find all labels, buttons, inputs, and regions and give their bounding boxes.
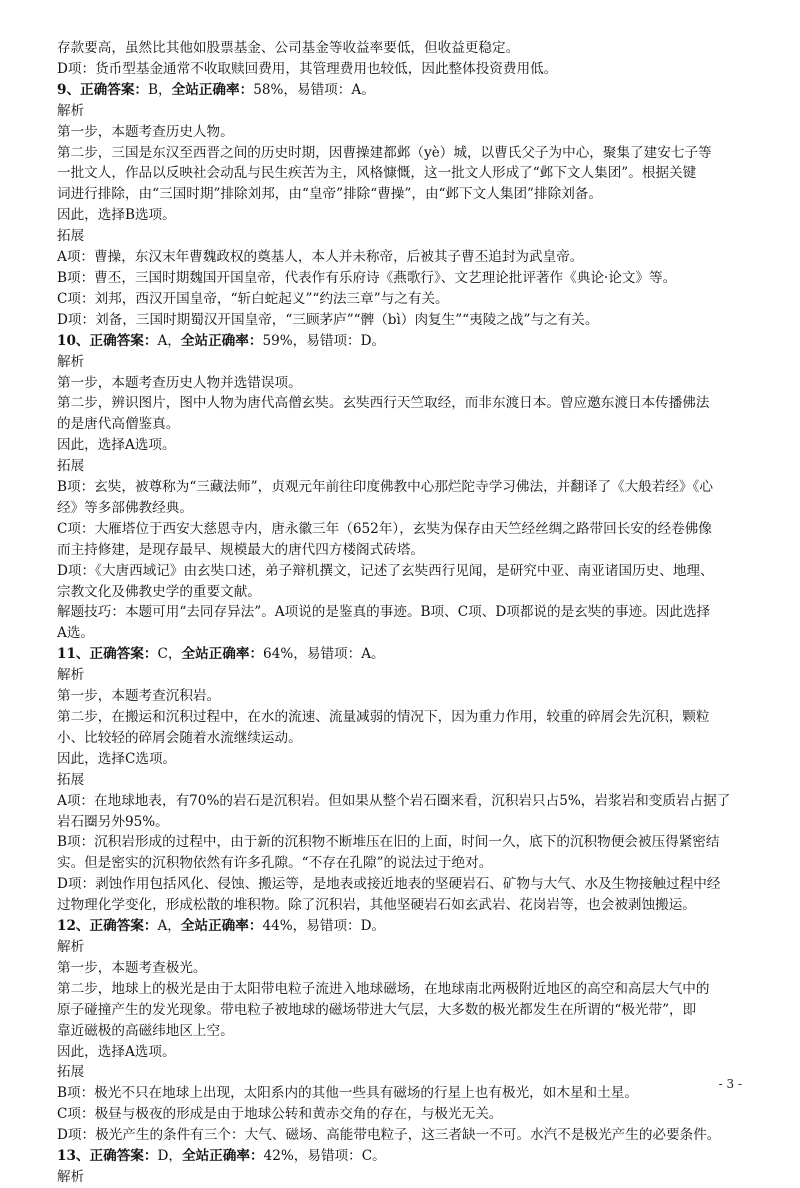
text-line: 解题技巧：本题可用“去同存异法”。A项说的是鉴真的事迹。B项、C项、D项都说的是玄奘的事迹。因此选择: [57, 604, 711, 621]
page-number: - 3 -: [718, 1077, 742, 1091]
text-line: C项：极昼与极夜的形成是由于地球公转和黄赤交角的存在，与极光无关。: [57, 1106, 503, 1123]
answer-value: A，: [157, 332, 181, 349]
text-line: 拓展: [57, 228, 85, 245]
text-line: 拓展: [57, 458, 85, 475]
text-line: 第二步，在搬运和沉积过程中，在水的流速、流量减弱的情况下，因为重力作用，较重的碎屑会先沉积，颗粒: [57, 709, 710, 725]
answer-value: C，: [157, 646, 182, 663]
question-answer-heading: [57, 1146, 745, 1167]
common-error: 易错项：D。: [306, 918, 386, 935]
text-line: C项：大雁塔位于西安大慈恩寺内，唐永徽三年（652年），玄奘为保存由天竺经丝绸之路带回长安的经卷佛像: [57, 520, 712, 537]
text-line: B项：曹丕，三国时期魏国开国皇帝，代表作有乐府诗《燕歌行》、文艺理论批评著作《典论·论文》等。: [57, 269, 677, 286]
answer-label: 正确答案：: [89, 1148, 158, 1165]
common-error: 易错项：D。: [306, 332, 386, 349]
text-line: D项：极光产生的条件有三个：大气、磁场、高能带电粒子，这三者缺一不可。水汽不是极光产生的必要条件。: [57, 1127, 721, 1144]
text-line: 第二步，地球上的极光是由于太阳带电粒子流进入地球磁场，在地球南北两极附近地区的高空和高层大气中的: [57, 980, 710, 997]
text-line: 解析: [57, 938, 85, 955]
text-line: 过物理化学变化，形成松散的堆积物。除了沉积岩，其他坚硬岩石如玄武岩、花岗岩等，也会被剥蚀搬运。: [57, 897, 696, 914]
text-line: D项：剥蚀作用包括风化、侵蚀、搬运等，是地表或接近地表的坚硬岩石、矿物与大气、水及生物接触过程中经: [57, 876, 721, 893]
text-line: 拓展: [57, 1064, 85, 1081]
answer-value: A，: [157, 918, 181, 935]
question-answer-heading: [57, 644, 745, 665]
answer-value: D，: [157, 1148, 182, 1165]
question-number: 9、: [57, 81, 81, 98]
text-line: 实。但是密实的沉积物依然有许多孔隙。“不存在孔隙”的说法过于绝对。: [57, 855, 493, 872]
accuracy-label: 全站正确率：: [181, 1148, 264, 1165]
text-line: C项：刘邦，西汉开国皇帝，“斩白蛇起义”“约法三章”与之有关。: [57, 290, 449, 307]
document-body: [57, 38, 745, 1188]
text-line: 第二步，辨识图片，图中人物为唐代高僧玄奘。玄奘西行天竺取经，而非东渡日本。曾应邀东渡日本传播佛法: [57, 395, 710, 412]
text-line: 宗教文化及佛教史学的重要文献。: [57, 583, 261, 600]
text-line: 原子碰撞产生的发光现象。带电粒子被地球的磁场带进大气层，大多数的极光都发生在所谓的“极光带”，即: [57, 1001, 697, 1018]
text-line: B项：极光不只在地球上出现，太阳系内的其他一些具有磁场的行星上也有极光，如木星和土星。: [57, 1085, 638, 1102]
accuracy-value: 44%，: [262, 918, 307, 935]
accuracy-value: 59%，: [262, 332, 307, 349]
question-answer-heading: [57, 80, 745, 101]
text-line: 存款要高，虽然比其他如股票基金、公司基金等收益率要低，但收益更稳定。: [57, 40, 520, 56]
common-error: 易错项：C。: [307, 1148, 386, 1165]
accuracy-label: 全站正确率：: [180, 918, 263, 935]
text-line: 一批文人，作品以反映社会动乱与民生疾苦为主，风格慷慨，这一批文人形成了“邺下文人集团”。根据关键: [57, 165, 697, 182]
accuracy-value: 42%，: [263, 1148, 308, 1165]
question-number: 10、: [57, 332, 90, 349]
text-line: 靠近磁极的高磁纬地区上空。: [57, 1022, 234, 1039]
text-line: 第一步，本题考查沉积岩。: [57, 688, 221, 705]
text-line: B项：玄奘，被尊称为“三藏法师”，贞观元年前往印度佛教中心那烂陀寺学习佛法，并翻译了《大般若经》《心: [57, 479, 713, 496]
common-error: 易错项：A。: [306, 646, 385, 663]
text-line: 解析: [57, 353, 85, 370]
question-number: 12、: [57, 918, 90, 935]
text-line: 经》等多部佛教经典。: [57, 499, 193, 516]
text-line: 第二步，三国是东汉至西晋之间的历史时期，因曹操建都邺（yè）城，以曹氏父子为中心，聚集了建安七子等: [57, 144, 712, 161]
text-line: B项：沉积岩形成的过程中，由于新的沉积物不断堆压在旧的上面，时间一久，底下的沉积物便会被压得紧密结: [57, 834, 720, 851]
text-line: 的是唐代高僧鉴真。: [57, 416, 180, 433]
accuracy-value: 64%，: [263, 646, 307, 663]
text-line: 拓展: [57, 771, 85, 788]
question-number: 13、: [57, 1148, 90, 1165]
answer-value: B，: [148, 81, 172, 98]
text-line: D项：货币型基金通常不收取赎回费用，其管理费用也较低，因此整体投资费用低。: [57, 60, 558, 77]
accuracy-label: 全站正确率：: [171, 81, 254, 98]
answer-label: 正确答案：: [89, 918, 158, 935]
question-number: 11、: [57, 646, 90, 663]
text-line: 解析: [57, 102, 85, 119]
text-line: 解析: [57, 1168, 85, 1185]
question-answer-heading: [57, 916, 745, 937]
text-line: D项：刘备，三国时期蜀汉开国皇帝，“三顾茅庐”“髀（bì）肉复生”“夷陵之战”与之有关。: [57, 311, 599, 328]
text-line: 因此，选择A选项。: [57, 1043, 176, 1060]
text-line: 第一步，本题考查极光。: [57, 959, 207, 976]
text-line: A选。: [57, 625, 95, 642]
text-line: A项：曹操，东汉末年曹魏政权的奠基人，本人并未称帝，后被其子曹丕追封为武皇帝。: [57, 249, 584, 266]
text-line: 第一步，本题考查历史人物并选错误项。: [57, 374, 302, 391]
text-line: 词进行排除，由“三国时期”排除刘邦，由“皇帝”排除“曹操”，由“邺下文人集团”排除刘备。: [57, 186, 602, 203]
text-line: 因此，选择B选项。: [57, 207, 176, 224]
answer-label: 正确答案：: [89, 646, 158, 663]
accuracy-label: 全站正确率：: [181, 646, 264, 663]
text-line: 因此，选择A选项。: [57, 437, 176, 454]
question-answer-heading: [57, 331, 745, 352]
accuracy-label: 全站正确率：: [180, 332, 263, 349]
text-line: 因此，选择C选项。: [57, 750, 177, 767]
text-line: 解析: [57, 667, 85, 684]
text-line: 第一步，本题考查历史人物。: [57, 123, 234, 140]
text-line: A项：在地球地表，有70%的岩石是沉积岩。但如果从整个岩石圈来看，沉积岩只占5%，岩浆岩和变质岩占据了: [57, 792, 731, 809]
text-line: 而主持修建，是现存最早、规模最大的唐代四方楼阁式砖塔。: [57, 541, 425, 558]
answer-label: 正确答案：: [89, 332, 158, 349]
common-error: 易错项：A。: [297, 81, 375, 98]
answer-label: 正确答案：: [80, 81, 149, 98]
text-line: 小、比较轻的碎屑会随着水流继续运动。: [57, 729, 302, 746]
text-line: 岩石圈另外95%。: [57, 813, 169, 830]
accuracy-value: 58%，: [253, 81, 297, 98]
text-line: D项：《大唐西域记》由玄奘口述，弟子辩机撰文，记述了玄奘西行见闻，是研究中亚、南亚诸国历史、地理、: [57, 562, 714, 579]
